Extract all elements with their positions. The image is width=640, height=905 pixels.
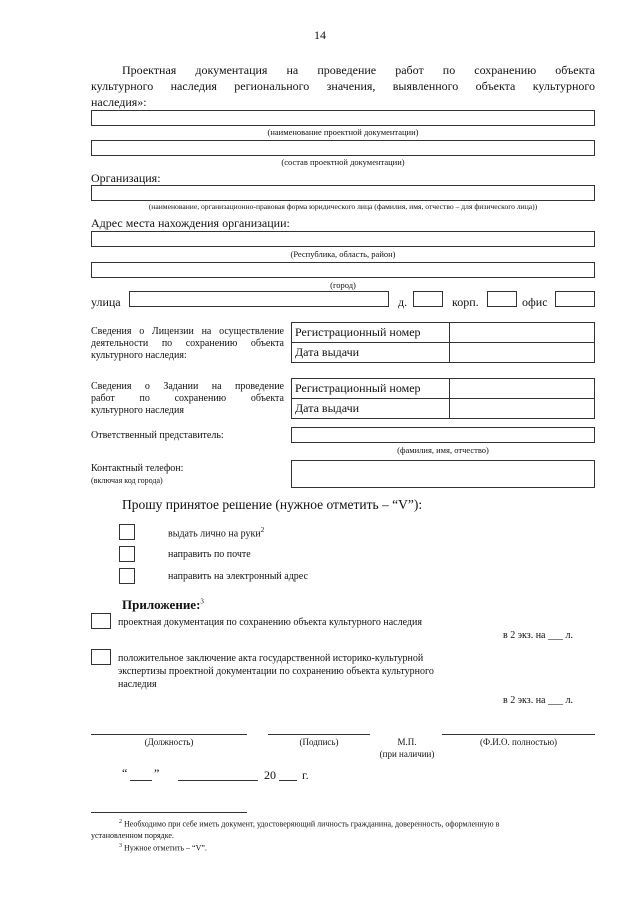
intro-line-2: культурного наследия регионального значения, выявленного объекта культурного <box>91 79 595 93</box>
appendix-item1-checkbox[interactable] <box>91 613 111 629</box>
mail-delivery-checkbox[interactable] <box>119 546 135 562</box>
position-line[interactable] <box>91 734 247 735</box>
street-label: улица <box>91 295 121 309</box>
license-reg-number-field[interactable] <box>450 323 595 343</box>
appendix-item2-line2: экспертизы проектной документации по сохранению объекта культурного <box>118 666 434 677</box>
phone-label: Контактный телефон: <box>91 463 184 474</box>
stamp-label: М.П. <box>397 737 417 747</box>
footnote-3-mark: 3 <box>119 842 122 849</box>
office-field[interactable] <box>555 291 595 307</box>
task-reg-number-label: Регистрационный номер <box>292 379 450 399</box>
task-reg-number-field[interactable] <box>450 379 595 399</box>
house-field[interactable] <box>413 291 443 307</box>
office-label: офис <box>522 295 548 309</box>
task-label-2b: по <box>139 393 150 404</box>
stamp-note: (при наличии) <box>379 749 435 759</box>
position-caption: (Должность) <box>144 737 194 747</box>
footnote-3-text: Нужное отметить – “V”. <box>124 843 207 853</box>
house-label: д. <box>398 295 408 309</box>
date-year-suffix: г. <box>302 768 309 782</box>
email-delivery-label: направить на электронный адрес <box>168 571 308 582</box>
footnote-2-line1: Необходимо при себе иметь документ, удостоверяющий личность гражданина, доверенность, оформленную в <box>124 819 500 829</box>
hand-delivery-checkbox[interactable] <box>119 524 135 540</box>
city-field[interactable] <box>91 262 595 278</box>
date-day-line[interactable] <box>130 780 152 781</box>
organization-field[interactable] <box>91 185 595 201</box>
region-caption: (Республика, область, район) <box>290 249 396 259</box>
mail-delivery-label: направить по почте <box>168 549 251 560</box>
footnote-ref-3: 3 <box>200 597 204 606</box>
representative-caption: (фамилия, имя, отчество) <box>397 445 489 455</box>
doc-composition-field[interactable] <box>91 140 595 156</box>
license-issue-date-field[interactable] <box>450 343 595 363</box>
address-label: Адрес места нахождения организации: <box>91 216 290 230</box>
task-table <box>291 378 595 419</box>
hand-delivery-text: выдать лично на руки <box>168 528 261 540</box>
task-label-1: Сведения о Задании на проведение <box>91 381 284 392</box>
fio-caption: (Ф.И.О. полностью) <box>479 737 558 747</box>
building-label: корп. <box>452 295 479 309</box>
license-table <box>291 322 595 363</box>
license-reg-number-label: Регистрационный номер <box>292 323 450 343</box>
date-year-prefix: 20 <box>264 768 276 782</box>
date-month-line[interactable] <box>178 780 258 781</box>
appendix-item2-line3: наследия <box>118 679 157 690</box>
appendix-heading <box>122 597 204 613</box>
doc-composition-caption: (состав проектной документации) <box>281 157 405 167</box>
organization-caption: (наименование, организационно-правовая форма юридического лица (фамилия, имя, отчество – для физического лица)) <box>148 202 538 211</box>
date-close-quote: ” <box>154 766 160 780</box>
request-heading: Прошу принятое решение (нужное отметить – “V”): <box>122 497 423 512</box>
intro-line-3: наследия»: <box>91 95 147 109</box>
signature-line[interactable] <box>268 734 370 735</box>
task-label-3: культурного наследия <box>91 405 184 416</box>
appendix-item2-copies: в 2 экз. на ___ л. <box>503 695 573 706</box>
representative-field[interactable] <box>291 427 595 443</box>
task-issue-date-label: Дата выдачи <box>292 399 450 419</box>
representative-label: Ответственный представитель: <box>91 430 224 441</box>
appendix-heading-text: Приложение: <box>122 597 201 612</box>
footnote-ref-2: 2 <box>260 526 265 534</box>
doc-name-field[interactable] <box>91 110 595 126</box>
phone-field[interactable] <box>291 460 595 488</box>
footnote-2-mark: 2 <box>119 819 122 825</box>
task-issue-date-field[interactable] <box>450 399 595 419</box>
appendix-item1-copies: в 2 экз. на ___ л. <box>503 630 573 641</box>
date-open-quote: “ <box>122 766 128 780</box>
city-caption: (город) <box>330 280 356 290</box>
hand-delivery-label <box>168 526 264 539</box>
building-field[interactable] <box>487 291 517 307</box>
license-label-1: Сведения о Лицензии на осуществление <box>91 326 284 337</box>
street-field[interactable] <box>129 291 389 307</box>
footnote-separator <box>91 812 247 813</box>
task-label-2 <box>91 393 284 404</box>
page-number: 14 <box>314 28 326 42</box>
footnote-2-line2: установленном порядке. <box>91 830 174 840</box>
phone-sublabel: (включая код города) <box>91 476 163 485</box>
appendix-item2-checkbox[interactable] <box>91 649 111 665</box>
footnote-2 <box>91 817 595 853</box>
region-field[interactable] <box>91 231 595 247</box>
fio-line[interactable] <box>442 734 595 735</box>
license-issue-date-label: Дата выдачи <box>292 343 450 363</box>
organization-label: Организация: <box>91 171 161 185</box>
email-delivery-checkbox[interactable] <box>119 568 135 584</box>
task-label-2d: объекта <box>250 393 284 404</box>
appendix-item1-label: проектная документация по сохранению объекта культурного наследия <box>118 617 422 628</box>
signature-caption: (Подпись) <box>299 737 339 747</box>
license-label-2: деятельности по сохранению объекта <box>91 338 284 349</box>
task-label-2c: сохранению <box>174 393 227 404</box>
doc-name-caption: (наименование проектной документации) <box>267 127 419 137</box>
appendix-item2-line1: положительное заключение акта государственной историко-культурной <box>118 653 424 664</box>
license-label-3: культурного наследия: <box>91 350 187 361</box>
intro-line-1: Проектная документация на проведение работ по сохранению объекта <box>122 63 595 77</box>
task-label-2a: работ <box>91 393 115 404</box>
date-year-line[interactable] <box>279 780 297 781</box>
